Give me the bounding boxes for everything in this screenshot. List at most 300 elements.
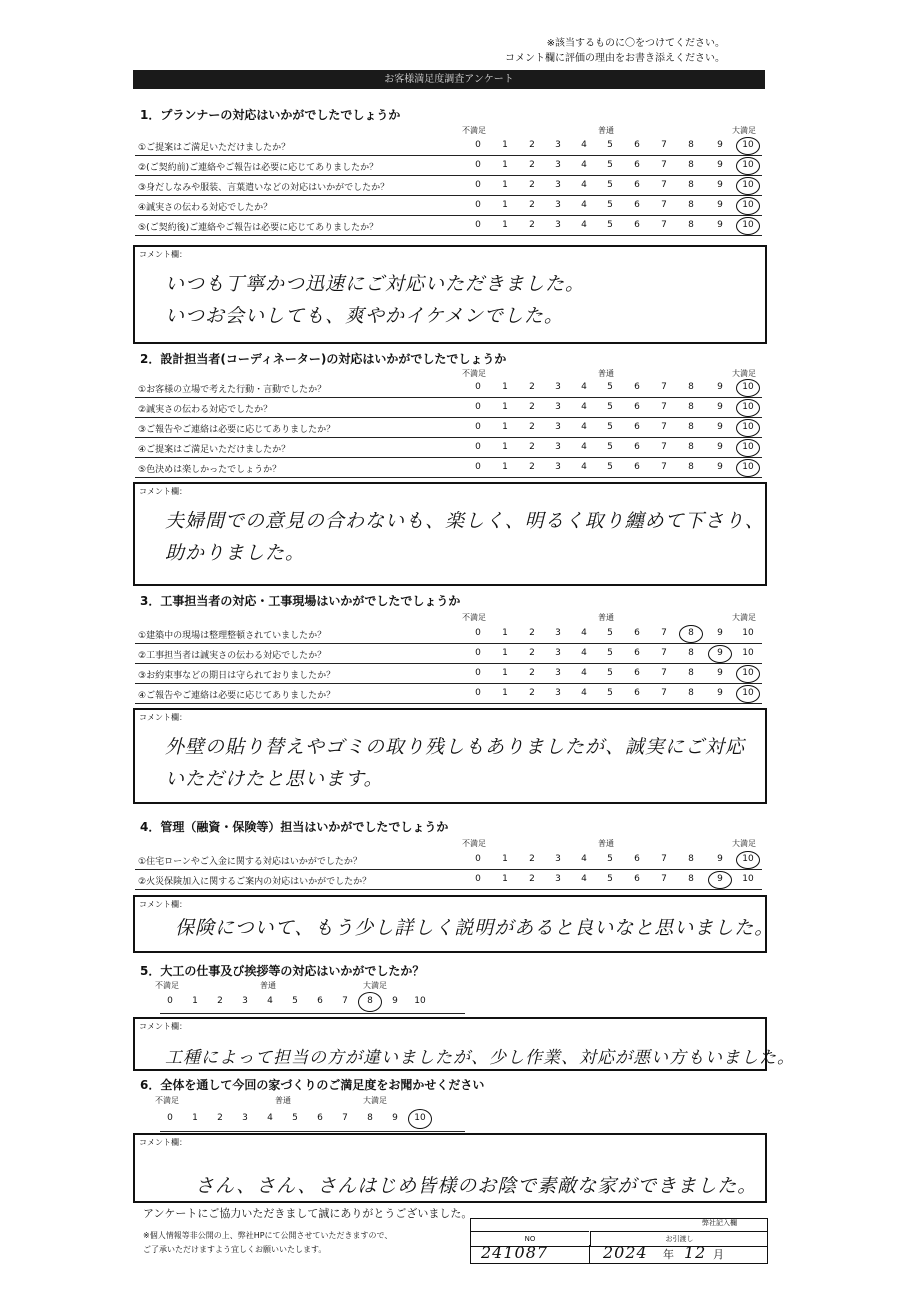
selected-answer-circle xyxy=(736,419,760,437)
scale-option[interactable]: 1 xyxy=(502,422,508,432)
scale-option[interactable]: 9 xyxy=(717,688,723,698)
scale-option[interactable]: 5 xyxy=(607,462,613,472)
comment-label: コメント欄： xyxy=(139,1022,187,1031)
scale-option[interactable]: 7 xyxy=(661,442,667,452)
scale-option[interactable]: 2 xyxy=(529,382,535,392)
question-row xyxy=(135,177,762,196)
scale-option[interactable]: 3 xyxy=(555,628,561,638)
scale-option[interactable]: 3 xyxy=(555,462,561,472)
scale-option[interactable]: 6 xyxy=(634,402,640,412)
scale-option[interactable]: 7 xyxy=(342,996,348,1006)
scale-option[interactable]: 4 xyxy=(581,854,587,864)
scale-high-label: 大満足 xyxy=(732,126,756,135)
divider xyxy=(160,1013,465,1014)
scale-option[interactable]: 0 xyxy=(475,648,481,658)
scale-option[interactable]: 5 xyxy=(607,140,613,150)
scale-option[interactable]: 0 xyxy=(475,688,481,698)
scale-option[interactable]: 2 xyxy=(529,874,535,884)
scale-option[interactable]: 8 xyxy=(688,180,694,190)
scale-option[interactable]: 7 xyxy=(661,200,667,210)
scale-low-label: 不満足 xyxy=(155,981,179,990)
scale-option[interactable]: 0 xyxy=(475,442,481,452)
scale-mid-label: 普通 xyxy=(598,369,614,378)
question-row xyxy=(135,871,762,890)
section-6-comment-box xyxy=(133,1133,767,1203)
scale-option[interactable]: 8 xyxy=(688,402,694,412)
scale-option[interactable]: 2 xyxy=(529,628,535,638)
scale-option[interactable]: 5 xyxy=(607,402,613,412)
scale-option[interactable]: 5 xyxy=(607,200,613,210)
section-5-comment-box xyxy=(133,1017,795,1071)
scale-option[interactable]: 7 xyxy=(661,628,667,638)
comment-label: コメント欄： xyxy=(139,250,187,259)
scale-option[interactable]: 6 xyxy=(634,140,640,150)
question-row xyxy=(135,685,762,704)
scale-option[interactable]: 7 xyxy=(661,648,667,658)
scale-option[interactable]: 6 xyxy=(634,462,640,472)
scale-option[interactable]: 8 xyxy=(688,668,694,678)
scale-option[interactable]: 7 xyxy=(661,874,667,884)
handover-year: 2024 xyxy=(603,1243,648,1262)
comment-label: コメント欄： xyxy=(139,900,187,909)
scale-mid-label: 普通 xyxy=(275,1096,291,1105)
scale-option[interactable]: 1 xyxy=(502,220,508,230)
selected-answer-circle xyxy=(679,625,703,643)
selected-answer-circle xyxy=(736,685,760,703)
section-4-title: 4．管理（融資・保険等）担当はいかがでしたでしょうか xyxy=(140,820,449,834)
scale-option[interactable]: 0 xyxy=(475,668,481,678)
question-text: ②誠実さの伝わる対応でしたか？ xyxy=(138,405,273,415)
selected-answer-circle xyxy=(736,177,760,195)
scale-option[interactable]: 10 xyxy=(742,648,754,658)
scale-option[interactable]: 10 xyxy=(742,462,754,472)
selected-answer-circle xyxy=(708,871,732,889)
scale-option[interactable]: 8 xyxy=(688,422,694,432)
scale-option[interactable]: 6 xyxy=(634,688,640,698)
scale-high-label: 大満足 xyxy=(732,369,756,378)
scale-option[interactable]: 2 xyxy=(529,402,535,412)
scale-option[interactable]: 6 xyxy=(634,422,640,432)
selected-answer-circle xyxy=(708,645,732,663)
question-row xyxy=(135,217,762,236)
scale-option[interactable]: 6 xyxy=(317,996,323,1006)
scale-option[interactable]: 9 xyxy=(717,462,723,472)
question-text: ④ご報告やご連絡は必要に応じてありましたか？ xyxy=(138,691,336,701)
scale-option[interactable]: 3 xyxy=(555,220,561,230)
scale-option[interactable]: 9 xyxy=(392,996,398,1006)
scale-option[interactable]: 10 xyxy=(742,200,754,210)
divider xyxy=(589,1245,590,1263)
question-text: ①お客様の立場で考えた行動・言動でしたか？ xyxy=(138,385,327,395)
scale-option[interactable]: 0 xyxy=(475,382,481,392)
scale-option[interactable]: 9 xyxy=(717,402,723,412)
scale-low-label: 不満足 xyxy=(462,369,486,378)
scale-option[interactable]: 10 xyxy=(742,442,754,452)
scale-option[interactable]: 4 xyxy=(581,462,587,472)
scale-option[interactable]: 0 xyxy=(475,200,481,210)
scale-option[interactable]: 2 xyxy=(529,220,535,230)
scale-option[interactable]: 0 xyxy=(475,874,481,884)
handover-month: 12 xyxy=(684,1243,707,1262)
scale-option[interactable]: 4 xyxy=(581,628,587,638)
scale-option[interactable]: 0 xyxy=(475,462,481,472)
handwritten-comment-line: 夫婦間での意見の合わないも、楽しく、明るく取り纏めて下さり、 xyxy=(165,510,765,532)
scale-option[interactable]: 9 xyxy=(717,382,723,392)
question-row xyxy=(135,399,762,418)
scale-option[interactable]: 4 xyxy=(581,180,587,190)
scale-option[interactable]: 6 xyxy=(634,220,640,230)
scale-option[interactable]: 0 xyxy=(475,628,481,638)
scale-option[interactable]: 1 xyxy=(502,668,508,678)
section-1-comment-box xyxy=(133,245,767,344)
scale-option[interactable]: 0 xyxy=(475,422,481,432)
scale-option[interactable]: 6 xyxy=(634,648,640,658)
selected-answer-circle xyxy=(408,1109,432,1129)
scale-option[interactable]: 2 xyxy=(529,200,535,210)
scale-option[interactable]: 6 xyxy=(634,668,640,678)
scale-option[interactable]: 7 xyxy=(661,668,667,678)
selected-answer-circle xyxy=(736,439,760,457)
scale-option[interactable]: 6 xyxy=(634,200,640,210)
section-6-title: 6．全体を通して今回の家づくりのご満足度をお聞かせください xyxy=(140,1078,485,1092)
scale-option[interactable]: 3 xyxy=(555,382,561,392)
scale-option[interactable]: 8 xyxy=(688,140,694,150)
scale-option[interactable]: 5 xyxy=(607,688,613,698)
scale-option[interactable]: 3 xyxy=(555,648,561,658)
scale-option[interactable]: 10 xyxy=(414,996,426,1006)
selected-answer-circle xyxy=(736,459,760,477)
scale-option[interactable]: 5 xyxy=(607,220,613,230)
scale-option[interactable]: 1 xyxy=(502,442,508,452)
scale-option[interactable]: 7 xyxy=(661,180,667,190)
handwritten-comment-line: いただけたと思います。 xyxy=(165,768,384,790)
scale-option[interactable]: 4 xyxy=(581,422,587,432)
handwritten-comment-line: 助かりました。 xyxy=(165,542,306,564)
scale-option[interactable]: 2 xyxy=(217,1113,223,1123)
scale-option[interactable]: 4 xyxy=(267,996,273,1006)
scale-option[interactable]: 8 xyxy=(688,462,694,472)
scale-option[interactable]: 4 xyxy=(581,220,587,230)
scale-option[interactable]: 0 xyxy=(167,996,173,1006)
selected-answer-circle xyxy=(736,217,760,235)
scale-option[interactable]: 10 xyxy=(742,160,754,170)
scale-option[interactable]: 9 xyxy=(717,160,723,170)
scale-option[interactable]: 5 xyxy=(607,160,613,170)
scale-option[interactable]: 7 xyxy=(661,688,667,698)
scale-option[interactable]: 9 xyxy=(717,442,723,452)
scale-option[interactable]: 9 xyxy=(717,648,723,658)
scale-low-label: 不満足 xyxy=(462,839,486,848)
scale-option[interactable]: 2 xyxy=(529,668,535,678)
scale-option[interactable]: 6 xyxy=(634,160,640,170)
scale-option[interactable]: 10 xyxy=(742,628,754,638)
question-row xyxy=(135,459,762,478)
scale-option[interactable]: 3 xyxy=(555,180,561,190)
scale-option[interactable]: 3 xyxy=(555,140,561,150)
scale-low-label: 不満足 xyxy=(155,1096,179,1105)
office-use-header: 弊社記入欄 xyxy=(702,1219,737,1227)
scale-option[interactable]: 4 xyxy=(581,874,587,884)
question-row xyxy=(135,419,762,438)
scale-option[interactable]: 1 xyxy=(502,628,508,638)
section-3-comment-box xyxy=(133,708,767,804)
scale-option[interactable]: 6 xyxy=(317,1113,323,1123)
scale-option[interactable]: 3 xyxy=(555,402,561,412)
scale-option[interactable]: 9 xyxy=(717,180,723,190)
scale-option[interactable]: 3 xyxy=(555,442,561,452)
scale-high-label: 大満足 xyxy=(363,981,387,990)
scale-option[interactable]: 4 xyxy=(267,1113,273,1123)
section-5-scale xyxy=(160,996,460,1012)
scale-option[interactable]: 8 xyxy=(688,628,694,638)
section-2-title: 2．設計担当者(コーディネーター)の対応はいかがでしたでしょうか xyxy=(140,352,507,366)
question-row xyxy=(135,851,762,870)
scale-option[interactable]: 5 xyxy=(607,668,613,678)
scale-option[interactable]: 10 xyxy=(742,402,754,412)
scale-option[interactable]: 2 xyxy=(529,688,535,698)
scale-option[interactable]: 5 xyxy=(607,874,613,884)
scale-option[interactable]: 10 xyxy=(742,220,754,230)
question-text: ①ご提案はご満足いただけましたか？ xyxy=(138,143,291,153)
scale-option[interactable]: 7 xyxy=(661,422,667,432)
scale-mid-label: 普通 xyxy=(598,613,614,622)
scale-option[interactable]: 8 xyxy=(688,442,694,452)
scale-option[interactable]: 0 xyxy=(475,220,481,230)
divider xyxy=(160,1131,465,1132)
scale-option[interactable]: 0 xyxy=(475,854,481,864)
scale-option[interactable]: 9 xyxy=(717,200,723,210)
scale-option[interactable]: 6 xyxy=(634,442,640,452)
section-1-title: 1．プランナーの対応はいかがでしたでしょうか xyxy=(140,108,401,122)
scale-option[interactable]: 2 xyxy=(529,140,535,150)
section-4-comment-box xyxy=(133,895,775,953)
scale-option[interactable]: 2 xyxy=(529,462,535,472)
scale-option[interactable]: 9 xyxy=(717,220,723,230)
handwritten-comment-line: いつも丁寧かつ迅速にご対応いただきました。 xyxy=(165,273,586,295)
scale-option[interactable]: 9 xyxy=(717,668,723,678)
scale-option[interactable]: 4 xyxy=(581,160,587,170)
scale-option[interactable]: 2 xyxy=(529,422,535,432)
scale-option[interactable]: 7 xyxy=(661,854,667,864)
scale-option[interactable]: 7 xyxy=(661,220,667,230)
scale-option[interactable]: 10 xyxy=(742,422,754,432)
no-label: NO xyxy=(471,1231,589,1247)
scale-option[interactable]: 8 xyxy=(688,200,694,210)
scale-option[interactable]: 0 xyxy=(475,140,481,150)
question-text: ⑤(ご契約後)ご連絡やご報告は必要に応じてありましたか？ xyxy=(138,223,379,233)
scale-option[interactable]: 7 xyxy=(661,382,667,392)
scale-option[interactable]: 4 xyxy=(581,688,587,698)
scale-option[interactable]: 1 xyxy=(502,688,508,698)
scale-option[interactable]: 8 xyxy=(688,648,694,658)
scale-option[interactable]: 9 xyxy=(717,140,723,150)
selected-answer-circle xyxy=(736,399,760,417)
scale-option[interactable]: 9 xyxy=(392,1113,398,1123)
question-text: ③身だしなみや服装、言葉遣いなどの対応はいかがでしたか？ xyxy=(138,183,390,193)
scale-option[interactable]: 3 xyxy=(555,160,561,170)
scale-option[interactable]: 0 xyxy=(475,402,481,412)
scale-option[interactable]: 9 xyxy=(717,854,723,864)
question-text: ④ご提案はご満足いただけましたか？ xyxy=(138,445,291,455)
question-text: ③ご報告やご連絡は必要に応じてありましたか？ xyxy=(138,425,336,435)
scale-option[interactable]: 5 xyxy=(292,996,298,1006)
privacy-note-2: ご了承いただけますよう宜しくお願いいたします。 xyxy=(143,1245,327,1254)
question-text: ①住宅ローンやご入金に関する対応はいかがでしたか？ xyxy=(138,857,362,867)
selected-answer-circle xyxy=(736,137,760,155)
scale-option[interactable]: 2 xyxy=(529,854,535,864)
scale-option[interactable]: 2 xyxy=(217,996,223,1006)
scale-option[interactable]: 1 xyxy=(502,648,508,658)
selected-answer-circle xyxy=(736,157,760,175)
scale-option[interactable]: 3 xyxy=(555,422,561,432)
handwritten-comment-line: 保険について、もう少し詳しく説明があると良いなと思いました。 xyxy=(175,917,775,939)
scale-option[interactable]: 5 xyxy=(607,422,613,432)
selected-answer-circle xyxy=(358,992,382,1012)
scale-option[interactable]: 7 xyxy=(661,402,667,412)
scale-option[interactable]: 6 xyxy=(634,628,640,638)
scale-option[interactable]: 1 xyxy=(502,462,508,472)
scale-option[interactable]: 5 xyxy=(607,628,613,638)
question-text: ②工事担当者は誠実さの伝わる対応でしたか？ xyxy=(138,651,327,661)
question-row xyxy=(135,137,762,156)
question-text: ⑤色決めは楽しかったでしょうか？ xyxy=(138,465,282,475)
scale-option[interactable]: 3 xyxy=(555,688,561,698)
no-value: 241087 xyxy=(481,1243,549,1262)
scale-option[interactable]: 5 xyxy=(607,854,613,864)
question-row xyxy=(135,665,762,684)
selected-answer-circle xyxy=(736,197,760,215)
scale-option[interactable]: 0 xyxy=(167,1113,173,1123)
scale-option[interactable]: 8 xyxy=(688,382,694,392)
scale-option[interactable]: 8 xyxy=(688,854,694,864)
question-row xyxy=(135,439,762,458)
section-3-title: 3．工事担当者の対応・工事現場はいかがでしたでしょうか xyxy=(140,594,461,608)
scale-option[interactable]: 10 xyxy=(742,180,754,190)
scale-option[interactable]: 1 xyxy=(192,996,198,1006)
scale-option[interactable]: 2 xyxy=(529,648,535,658)
survey-title: お客様満足度調査アンケート xyxy=(133,70,765,89)
scale-option[interactable]: 4 xyxy=(581,140,587,150)
section-6-comment: さん、さん、さんはじめ皆様のお陰で素敵な家ができました。 xyxy=(195,1175,758,1197)
scale-option[interactable]: 3 xyxy=(555,200,561,210)
scale-option[interactable]: 1 xyxy=(502,382,508,392)
scale-option[interactable]: 6 xyxy=(634,382,640,392)
scale-option[interactable]: 3 xyxy=(242,1113,248,1123)
scale-option[interactable]: 10 xyxy=(742,382,754,392)
scale-option[interactable]: 9 xyxy=(717,422,723,432)
scale-option[interactable]: 7 xyxy=(661,462,667,472)
question-row xyxy=(135,157,762,176)
selected-answer-circle xyxy=(736,851,760,869)
scale-option[interactable]: 8 xyxy=(688,160,694,170)
scale-option[interactable]: 3 xyxy=(555,854,561,864)
scale-option[interactable]: 7 xyxy=(661,140,667,150)
section-2-comment-box xyxy=(133,482,767,586)
scale-option[interactable]: 0 xyxy=(475,160,481,170)
scale-option[interactable]: 8 xyxy=(688,874,694,884)
handwritten-comment-line: いつお会いしても、爽やかイケメンでした。 xyxy=(165,305,564,327)
scale-option[interactable]: 3 xyxy=(242,996,248,1006)
scale-option[interactable]: 9 xyxy=(717,874,723,884)
scale-option[interactable]: 6 xyxy=(634,180,640,190)
scale-option[interactable]: 7 xyxy=(342,1113,348,1123)
scale-mid-label: 普通 xyxy=(598,126,614,135)
scale-option[interactable]: 1 xyxy=(502,180,508,190)
scale-option[interactable]: 4 xyxy=(581,382,587,392)
instruction-note-1: ※該当するものに〇をつけてください。 xyxy=(546,38,725,49)
scale-option[interactable]: 1 xyxy=(502,140,508,150)
scale-option[interactable]: 2 xyxy=(529,160,535,170)
scale-option[interactable]: 1 xyxy=(502,160,508,170)
scale-option[interactable]: 10 xyxy=(742,688,754,698)
scale-option[interactable]: 10 xyxy=(742,854,754,864)
scale-option[interactable]: 7 xyxy=(661,160,667,170)
scale-option[interactable]: 10 xyxy=(742,668,754,678)
selected-answer-circle xyxy=(736,665,760,683)
scale-option[interactable]: 1 xyxy=(502,874,508,884)
question-row xyxy=(135,645,762,664)
scale-option[interactable]: 5 xyxy=(607,648,613,658)
comment-label: コメント欄： xyxy=(139,1138,187,1147)
scale-option[interactable]: 5 xyxy=(292,1113,298,1123)
scale-option[interactable]: 10 xyxy=(414,1113,426,1123)
question-row xyxy=(135,625,762,644)
scale-option[interactable]: 2 xyxy=(529,442,535,452)
question-text: ④誠実さの伝わる対応でしたか？ xyxy=(138,203,273,213)
scale-option[interactable]: 8 xyxy=(367,996,373,1006)
scale-option[interactable]: 10 xyxy=(742,874,754,884)
scale-option[interactable]: 5 xyxy=(607,442,613,452)
comment-label: コメント欄： xyxy=(139,487,187,496)
section-6-scale xyxy=(160,1113,460,1129)
scale-option[interactable]: 10 xyxy=(742,140,754,150)
scale-high-label: 大満足 xyxy=(732,613,756,622)
scale-option[interactable]: 4 xyxy=(581,200,587,210)
scale-option[interactable]: 3 xyxy=(555,874,561,884)
question-text: ②火災保険加入に関するご案内の対応はいかがでしたか？ xyxy=(138,877,372,887)
scale-option[interactable]: 2 xyxy=(529,180,535,190)
scale-option[interactable]: 1 xyxy=(502,402,508,412)
scale-option[interactable]: 5 xyxy=(607,180,613,190)
selected-answer-circle xyxy=(736,379,760,397)
scale-option[interactable]: 9 xyxy=(717,628,723,638)
scale-option[interactable]: 4 xyxy=(581,648,587,658)
scale-option[interactable]: 8 xyxy=(367,1113,373,1123)
year-unit: 年 xyxy=(663,1248,674,1261)
handwritten-comment-line: 外壁の貼り替えやゴミの取り残しもありましたが、誠実にご対応 xyxy=(165,736,746,758)
scale-option[interactable]: 8 xyxy=(688,220,694,230)
scale-option[interactable]: 5 xyxy=(607,382,613,392)
scale-high-label: 大満足 xyxy=(363,1096,387,1105)
scale-option[interactable]: 1 xyxy=(502,200,508,210)
scale-option[interactable]: 1 xyxy=(192,1113,198,1123)
question-row xyxy=(135,379,762,398)
scale-option[interactable]: 8 xyxy=(688,688,694,698)
scale-option[interactable]: 6 xyxy=(634,854,640,864)
scale-option[interactable]: 3 xyxy=(555,668,561,678)
handover-label: お引渡し xyxy=(590,1231,768,1247)
question-text: ②(ご契約前)ご連絡やご報告は必要に応じてありましたか？ xyxy=(138,163,379,173)
month-unit: 月 xyxy=(713,1248,724,1261)
scale-mid-label: 普通 xyxy=(598,839,614,848)
thanks-message: アンケートにご協力いただきまして誠にありがとうございました。 xyxy=(143,1207,473,1220)
scale-option[interactable]: 4 xyxy=(581,442,587,452)
scale-option[interactable]: 4 xyxy=(581,668,587,678)
scale-option[interactable]: 1 xyxy=(502,854,508,864)
scale-option[interactable]: 4 xyxy=(581,402,587,412)
scale-option[interactable]: 0 xyxy=(475,180,481,190)
scale-option[interactable]: 6 xyxy=(634,874,640,884)
